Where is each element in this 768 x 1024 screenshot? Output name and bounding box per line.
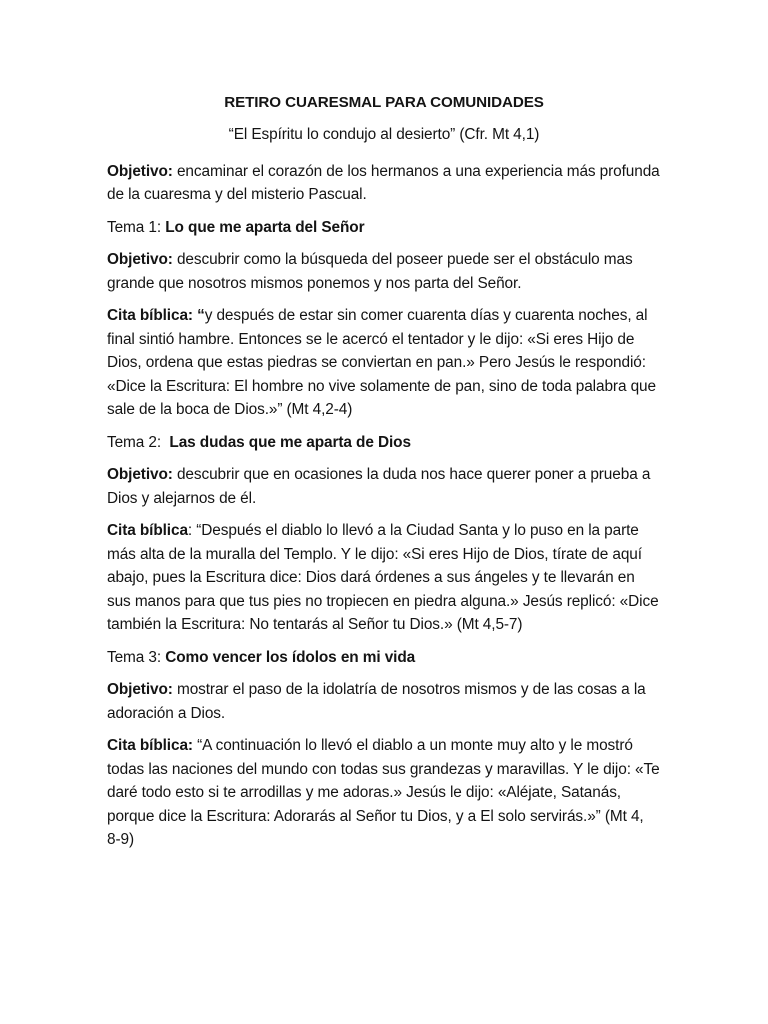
bible-quote-label: Cita bíblica: <box>107 737 193 754</box>
theme-title: Lo que me aparta del Señor <box>165 218 365 236</box>
objective-label: Objetivo: <box>107 162 173 180</box>
objective-text: encaminar el corazón de los hermanos a una experiencia más profunda de la cuaresma y del misterio Pascual. <box>107 162 660 203</box>
document-title: RETIRO CUARESMAL PARA COMUNIDADES <box>224 94 544 111</box>
objective-label: Objetivo: <box>107 681 173 698</box>
objective-text: descubrir como la búsqueda del poseer puede ser el obstáculo mas grande que nosotros mismos ponemos y nos parta del Señor. <box>107 251 633 292</box>
bible-quote-label: Cita bíblica <box>107 522 188 539</box>
theme-prefix: Tema 3: <box>107 648 166 666</box>
theme-prefix: Tema 1: <box>107 218 166 236</box>
objective-text: descubrir que en ocasiones la duda nos hace querer poner a prueba a Dios y alejarnos de él. <box>107 466 651 507</box>
theme-title: Como vencer los ídolos en mi vida <box>165 648 416 666</box>
theme-2-heading <box>107 431 661 455</box>
theme-2-objective <box>107 463 661 510</box>
theme-1-heading <box>107 216 661 240</box>
theme-prefix: Tema 2: <box>107 433 170 451</box>
general-objective <box>107 160 661 207</box>
theme-3-heading <box>107 646 661 670</box>
theme-2-bible-quote <box>107 519 661 637</box>
theme-3-bible-quote <box>107 734 661 852</box>
objective-label: Objetivo: <box>107 466 173 483</box>
objective-label: Objetivo: <box>107 251 173 268</box>
bible-quote-label: Cita bíblica: “ <box>107 307 205 324</box>
theme-1-bible-quote <box>107 304 661 422</box>
theme-title: Las dudas que me aparta de Dios <box>169 433 411 451</box>
objective-text: mostrar el paso de la idolatría de nosotros mismos y de las cosas a la adoración a Dios. <box>107 681 646 722</box>
theme-1-objective <box>107 248 661 295</box>
bible-quote-text: “A continuación lo llevó el diablo a un monte muy alto y le mostró todas las naciones del mundo con todas sus grandezas y maravillas. Y le dijo: «Te daré todo esto si te arrodillas y me adoras.» Jesús le dijo: «Aléjate, Satanás, porque dice la Escritura: Adorarás al Señor tu Dios, y a El solo servirás.»” (Mt 4, 8-9) <box>107 737 660 848</box>
bible-quote-text: y después de estar sin comer cuarenta días y cuarenta noches, al final sintió hambre. Entonces se le acercó el tentador y le dijo: «Si eres Hijo de Dios, ordena que estas piedras se conviertan en pan.» Pero Jesús le respondió: «Dice la Escritura: El hombre no vive solamente de pan, sino de toda palabra que sale de la boca de Dios.»” (Mt 4,2-4) <box>107 307 656 418</box>
theme-3-objective <box>107 678 661 725</box>
document-subtitle: “El Espíritu lo condujo al desierto” (Cfr. Mt 4,1) <box>228 126 540 143</box>
bible-quote-text: : “Después el diablo lo llevó a la Ciudad Santa y lo puso en la parte más alta de la muralla del Templo. Y le dijo: «Si eres Hijo de Dios, tírate de aquí abajo, pues la Escritura dice: Dios dará órdenes a sus ángeles y te llevarán en sus manos para que tus pies no tropiecen en piedra alguna.» Jesús replicó: «Dice también la Escritura: No tentarás al Señor tu Dios.» (Mt 4,5-7) <box>107 522 659 633</box>
